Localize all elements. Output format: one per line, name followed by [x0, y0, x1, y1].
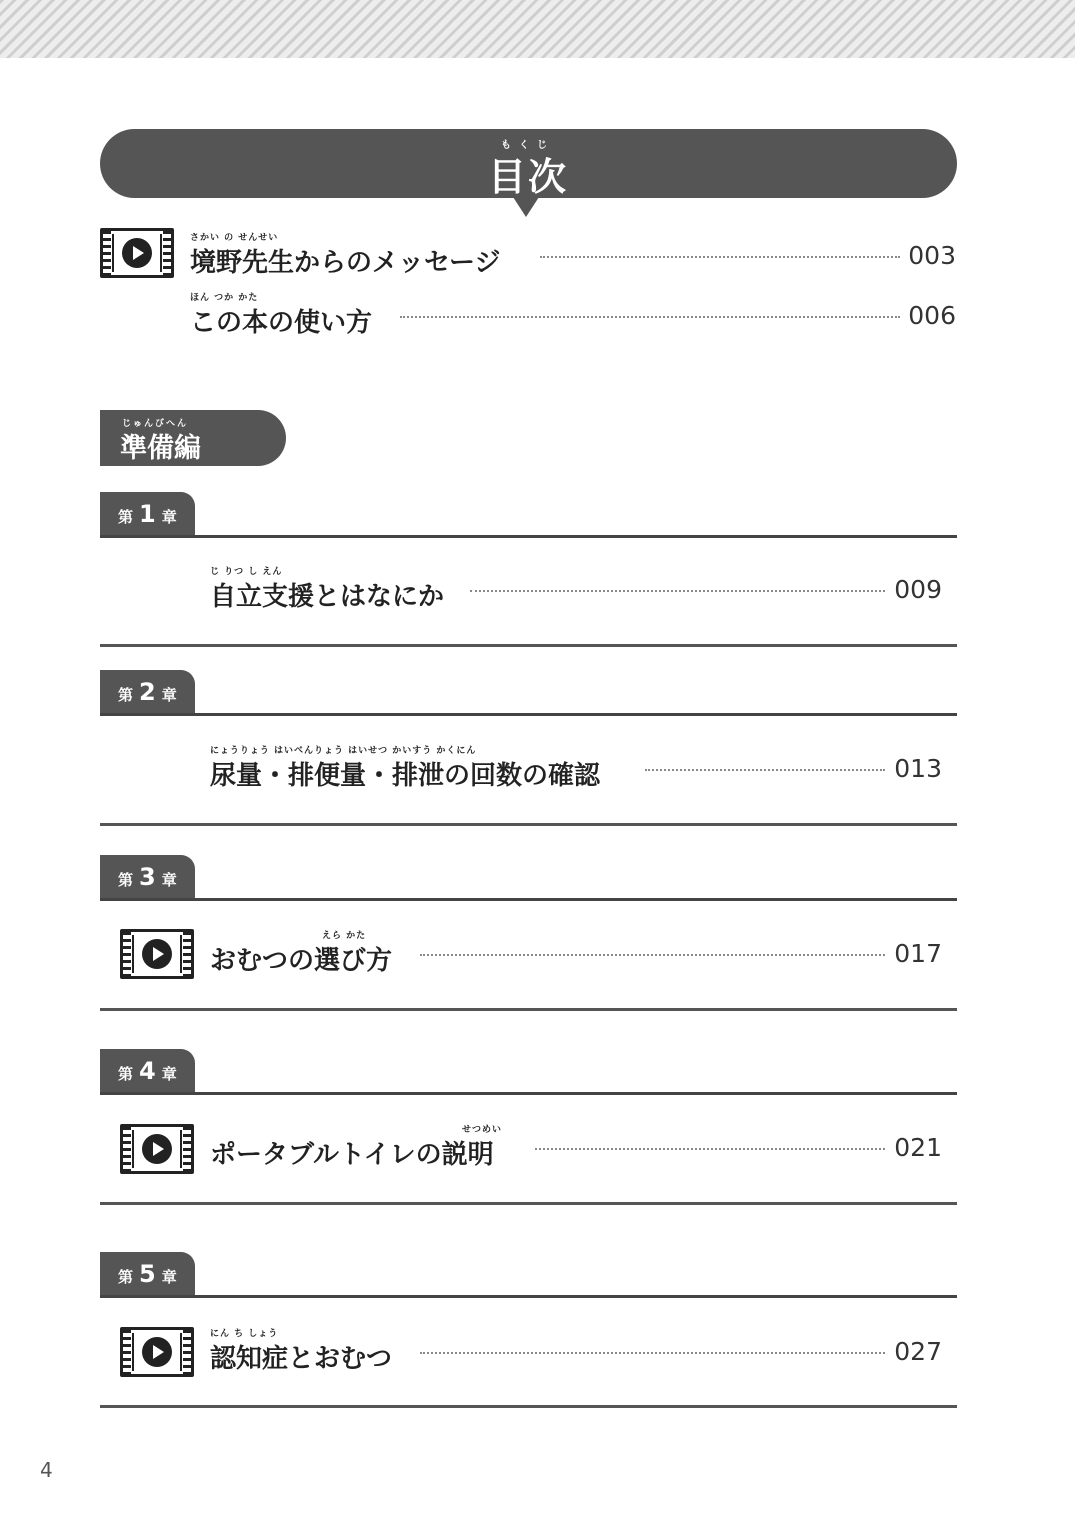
chapter-suffix: 章	[161, 508, 177, 526]
entry-label: おむつの選び方	[210, 946, 393, 976]
page-number: 006	[908, 301, 956, 330]
entry-label: この本の使い方	[190, 308, 373, 338]
chapter-rule-top	[100, 1092, 957, 1095]
leader-dots	[645, 769, 885, 771]
chapter-prefix: 第	[118, 686, 134, 704]
entry-ruby: えら かた	[322, 931, 367, 941]
leader-dots	[535, 1148, 885, 1150]
entry-ruby: さかい の せんせい	[190, 233, 279, 243]
page-number: 017	[894, 939, 942, 968]
footer-page-number: 4	[40, 1458, 53, 1482]
chapter-prefix: 第	[118, 1268, 134, 1286]
chapter-rule-top	[100, 713, 957, 716]
video-icon[interactable]	[120, 1124, 194, 1174]
chapter-rule-bottom	[100, 644, 957, 647]
play-icon	[142, 939, 172, 969]
page-title: 目次	[487, 155, 568, 199]
entry-label: 境野先生からのメッセージ	[190, 248, 501, 278]
chapter-rule-bottom	[100, 1008, 957, 1011]
video-icon[interactable]	[120, 929, 194, 979]
play-icon	[142, 1134, 172, 1164]
chapter-suffix: 章	[161, 871, 177, 889]
chapter-number: 2	[139, 678, 156, 706]
chapter-number: 5	[139, 1260, 156, 1288]
leader-dots	[470, 590, 885, 592]
chapter-rule-bottom	[100, 1405, 957, 1408]
play-icon	[142, 1337, 172, 1367]
title-ruby: もくじ	[501, 140, 555, 151]
chapter-tab-4	[100, 1049, 195, 1093]
section-ruby: じゅんびへん	[122, 419, 189, 429]
page-number: 013	[894, 754, 942, 783]
section-label: 準備編	[120, 433, 201, 464]
entry-label: 尿量・排便量・排泄の回数の確認	[210, 761, 601, 791]
entry-label: ポータブルトイレの説明	[210, 1140, 494, 1170]
chapter-prefix: 第	[118, 508, 134, 526]
chapter-suffix: 章	[161, 1268, 177, 1286]
page-number: 021	[894, 1133, 942, 1162]
chapter-number: 1	[139, 500, 156, 528]
entry-label: 自立支援とはなにか	[210, 582, 445, 612]
entry-label: 認知症とおむつ	[210, 1344, 393, 1374]
page-number: 003	[908, 241, 956, 270]
entry-ruby: にん ち しょう	[210, 1329, 279, 1339]
leader-dots	[420, 1352, 885, 1354]
leader-dots	[400, 316, 900, 318]
chapter-rule-top	[100, 898, 957, 901]
leader-dots	[420, 954, 885, 956]
entry-ruby: せつめい	[462, 1125, 503, 1135]
chapter-tab-3	[100, 855, 195, 899]
page-number: 009	[894, 575, 942, 604]
chapter-number: 3	[139, 863, 156, 891]
entry-ruby: にょうりょう はいべんりょう はいせつ かいすう かくにん	[210, 746, 477, 756]
chapter-suffix: 章	[161, 1065, 177, 1083]
video-icon[interactable]	[100, 228, 174, 278]
chapter-prefix: 第	[118, 871, 134, 889]
chapter-number: 4	[139, 1057, 156, 1085]
chapter-rule-top	[100, 1295, 957, 1298]
leader-dots	[540, 256, 900, 258]
chapter-rule-top	[100, 535, 957, 538]
play-icon	[122, 238, 152, 268]
chapter-tab-1	[100, 492, 195, 536]
chapter-prefix: 第	[118, 1065, 134, 1083]
chapter-rule-bottom	[100, 823, 957, 826]
video-icon[interactable]	[120, 1327, 194, 1377]
top-hatched-band	[0, 0, 1075, 58]
chapter-rule-bottom	[100, 1202, 957, 1205]
entry-ruby: ほん つか かた	[190, 293, 259, 303]
entry-ruby: じ りつ し えん	[210, 567, 283, 577]
chapter-tab-2	[100, 670, 195, 714]
chapter-tab-5	[100, 1252, 195, 1296]
page-number: 027	[894, 1337, 942, 1366]
chapter-suffix: 章	[161, 686, 177, 704]
